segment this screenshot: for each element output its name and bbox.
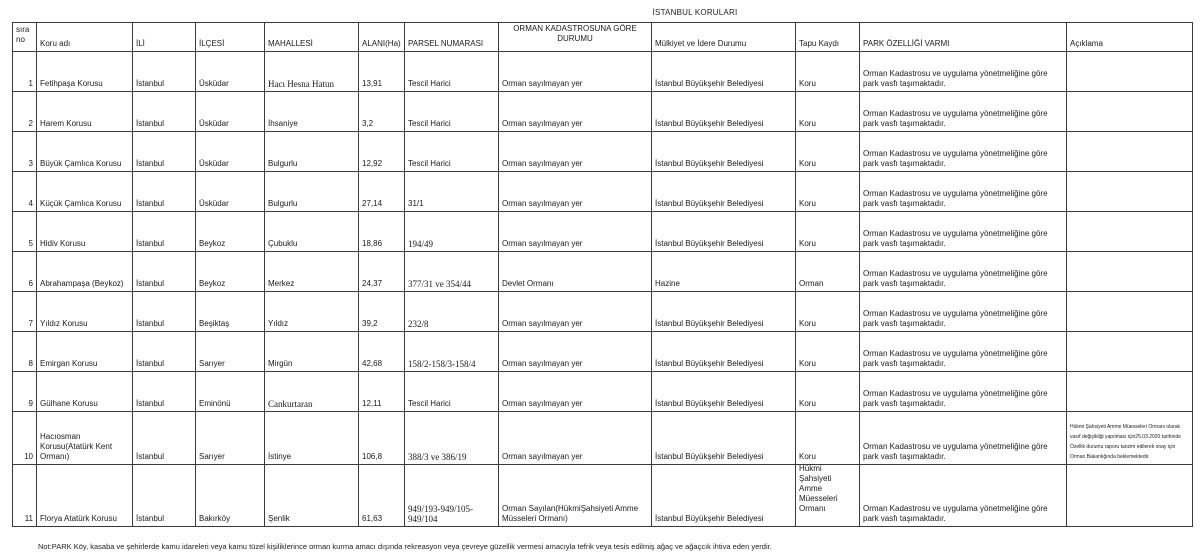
cell-park: Orman Kadastrosu ve uygulama yönetmeliğine göre park vasfı taşımaktadır. [860,92,1067,132]
cell-tapu: Koru [796,332,860,372]
table-row [13,332,1193,372]
cell-aciklama [1067,252,1193,292]
table-row [13,92,1193,132]
cell-tapu: Koru [796,292,860,332]
cell-koru-adi: Florya Atatürk Korusu [37,465,133,527]
cell-mulkiyet: İstanbul Büyükşehir Belediyesi [652,332,796,372]
cell-tapu-text: Hükmi Şahsiyeti Amme Müesseleri Ormanı [799,464,838,513]
cell-no: 9 [13,372,37,412]
cell-aciklama [1067,292,1193,332]
cell-koru-adi: Yıldız Korusu [37,292,133,332]
cell-aciklama [1067,52,1193,92]
cell-koru-adi: Fetihpaşa Korusu [37,52,133,92]
cell-alani: 12,92 [359,132,405,172]
table-row [13,292,1193,332]
cell-parsel: 194/49 [405,212,499,252]
header-orman-kadastro: ORMAN KADASTROSUNA GÖRE DURUMU [499,23,652,52]
cell-mahallesi: Şenlik [265,465,359,527]
cell-aciklama [1067,212,1193,252]
cell-koru-adi: Küçük Çamlıca Korusu [37,172,133,212]
table-row [13,52,1193,92]
cell-tapu [796,465,860,527]
header-ili: İLİ [133,23,196,52]
cell-mahallesi: Mirgün [265,332,359,372]
cell-aciklama [1067,372,1193,412]
cell-mulkiyet: İstanbul Büyükşehir Belediyesi [652,52,796,92]
cell-park: Orman Kadastrosu ve uygulama yönetmeliğine göre park vasfı taşımaktadır. [860,332,1067,372]
cell-parsel: 377/31 ve 354/44 [405,252,499,292]
cell-park: Orman Kadastrosu ve uygulama yönetmeliğine göre park vasfı taşımaktadır. [860,172,1067,212]
cell-koru-adi: Gülhane Korusu [37,372,133,412]
cell-mulkiyet: İstanbul Büyükşehir Belediyesi [652,132,796,172]
cell-mahallesi: Yıldız [265,292,359,332]
cell-alani: 24,37 [359,252,405,292]
cell-ilcesi: Üsküdar [196,132,265,172]
cell-durum: Orman sayılmayan yer [499,372,652,412]
header-parsel: PARSEL NUMARASI [405,23,499,52]
header-mulkiyet: Mülkiyet ve İdere Durumu [652,23,796,52]
cell-parsel: Tescil Harici [405,132,499,172]
cell-alani: 3,2 [359,92,405,132]
cell-durum: Orman sayılmayan yer [499,92,652,132]
cell-durum: Orman Sayılan(HükmiŞahsiyeti Amme Müsseleri Ormanı) [499,465,652,527]
cell-aciklama [1067,465,1193,527]
header-koru-adi: Koru adı [37,23,133,52]
cell-koru-adi: Harem Korusu [37,92,133,132]
footnote: Not:PARK Köy, kasaba ve şehirlerde kamu idareleri veya kamu tüzel kişiliklerince orman kurma amacı dışında rekreasyon veya çevreye güzellik vermesi amacıyla tefrik veya tesis edilmiş ağaç ve ağaçcık ihtiva eden yerdir. [38,542,772,551]
cell-park: Orman Kadastrosu ve uygulama yönetmeliğine göre park vasfı taşımaktadır. [860,372,1067,412]
cell-alani: 39,2 [359,292,405,332]
cell-tapu: Koru [796,92,860,132]
cell-no: 2 [13,92,37,132]
cell-tapu: Koru [796,52,860,92]
cell-ilcesi: Bakırköy [196,465,265,527]
cell-ili: İstanbul [133,52,196,92]
cell-alani: 13,91 [359,52,405,92]
cell-aciklama [1067,92,1193,132]
header-park: PARK ÖZELLİĞİ VARMI [860,23,1067,52]
cell-durum: Orman sayılmayan yer [499,332,652,372]
table-row [13,132,1193,172]
cell-mulkiyet: İstanbul Büyükşehir Belediyesi [652,412,796,465]
cell-mulkiyet: İstanbul Büyükşehir Belediyesi [652,212,796,252]
cell-durum: Orman sayılmayan yer [499,132,652,172]
cell-ili: İstanbul [133,252,196,292]
table-row [13,172,1193,212]
cell-koru-adi: Hacıosman Korusu(Atatürk Kent Ormanı) [37,412,133,465]
cell-koru-adi: Büyük Çamlıca Korusu [37,132,133,172]
cell-ilcesi: Üsküdar [196,52,265,92]
cell-koru-adi: Hidiv Korusu [37,212,133,252]
cell-ilcesi: Beykoz [196,252,265,292]
header-ilcesi: İLÇESİ [196,23,265,52]
cell-parsel: 388/3 ve 386/19 [405,412,499,465]
cell-mulkiyet: İstanbul Büyükşehir Belediyesi [652,465,796,527]
cell-park: Orman Kadastrosu ve uygulama yönetmeliğine göre park vasfı taşımaktadır. [860,292,1067,332]
cell-ili: İstanbul [133,412,196,465]
cell-tapu: Koru [796,132,860,172]
cell-mahallesi: Cankurtaran [265,372,359,412]
cell-aciklama [1067,172,1193,212]
cell-mahallesi: İhsaniye [265,92,359,132]
cell-alani: 106,8 [359,412,405,465]
cell-ili: İstanbul [133,465,196,527]
cell-parsel: 31/1 [405,172,499,212]
cell-ilcesi: Üsküdar [196,172,265,212]
cell-tapu: Koru [796,372,860,412]
cell-ili: İstanbul [133,132,196,172]
cell-mahallesi: Çubuklu [265,212,359,252]
cell-aciklama: Hükmi Şahsiyeti Amme Müesseleri Ormanı olarak vasıf değişikliği yapılması için25.03.2020 tarihinde Özellik durumu raporu tanzim edilerek onay için Orman Bakanlığında beklemektedir. [1067,412,1193,465]
cell-no: 11 [13,465,37,527]
cell-alani: 18,86 [359,212,405,252]
cell-ilcesi: Beykoz [196,212,265,252]
cell-durum: Devlet Ormanı [499,252,652,292]
table-row [13,372,1193,412]
cell-alani: 61,63 [359,465,405,527]
cell-tapu: Koru [796,172,860,212]
cell-ili: İstanbul [133,332,196,372]
cell-park: Orman Kadastrosu ve uygulama yönetmeliğine göre park vasfı taşımaktadır. [860,132,1067,172]
cell-alani: 27,14 [359,172,405,212]
table-row [13,212,1193,252]
cell-ilcesi: Üsküdar [196,92,265,132]
header-mahallesi: MAHALLESİ [265,23,359,52]
cell-aciklama [1067,332,1193,372]
table-row [13,252,1193,292]
cell-tapu: Orman [796,252,860,292]
cell-no: 3 [13,132,37,172]
table-row [13,412,1193,465]
cell-ili: İstanbul [133,212,196,252]
cell-no: 5 [13,212,37,252]
header-aciklama: Açıklama [1067,23,1193,52]
cell-parsel: Tescil Harici [405,92,499,132]
cell-no: 1 [13,52,37,92]
cell-ilcesi: Eminönü [196,372,265,412]
cell-no: 8 [13,332,37,372]
cell-mulkiyet: Hazine [652,252,796,292]
cell-mahallesi: İstinye [265,412,359,465]
cell-alani: 12,11 [359,372,405,412]
cell-parsel: Tescil Harici [405,52,499,92]
cell-koru-adi: Emirgan Korusu [37,332,133,372]
cell-aciklama [1067,132,1193,172]
cell-mulkiyet: İstanbul Büyükşehir Belediyesi [652,92,796,132]
cell-parsel: Tescil Harici [405,372,499,412]
cell-no: 7 [13,292,37,332]
cell-parsel: 949/193-949/105-949/104 [405,465,499,527]
header-sira-no: sıra no [13,23,37,52]
cell-mahallesi: Merkez [265,252,359,292]
cell-mulkiyet: İstanbul Büyükşehir Belediyesi [652,372,796,412]
cell-ilcesi: Sarıyer [196,332,265,372]
cell-mulkiyet: İstanbul Büyükşehir Belediyesi [652,172,796,212]
cell-ilcesi: Sarıyer [196,412,265,465]
cell-mahallesi: Bulgurlu [265,172,359,212]
cell-park: Orman Kadastrosu ve uygulama yönetmeliğine göre park vasfı taşımaktadır. [860,465,1067,527]
cell-ilcesi: Beşiktaş [196,292,265,332]
cell-durum: Orman sayılmayan yer [499,412,652,465]
cell-ili: İstanbul [133,172,196,212]
cell-no: 10 [13,412,37,465]
cell-alani: 42,68 [359,332,405,372]
cell-tapu: Koru [796,212,860,252]
cell-no: 6 [13,252,37,292]
header-tapu: Tapu Kaydı [796,23,860,52]
header-alani: ALANI(Ha) [359,23,405,52]
cell-koru-adi: Abrahampaşa (Beykoz) [37,252,133,292]
cell-tapu: Koru [796,412,860,465]
cell-mulkiyet: İstanbul Büyükşehir Belediyesi [652,292,796,332]
cell-park: Orman Kadastrosu ve uygulama yönetmeliğine göre park vasfı taşımaktadır. [860,412,1067,465]
cell-ili: İstanbul [133,92,196,132]
cell-ili: İstanbul [133,292,196,332]
document-title: İSTANBUL KORULARI [652,8,738,17]
table-row [13,465,1193,527]
cell-mahallesi: Hacı Hesna Hatun [265,52,359,92]
cell-no: 4 [13,172,37,212]
koru-table [12,22,1193,527]
cell-durum: Orman sayılmayan yer [499,292,652,332]
cell-parsel: 158/2-158/3-158/4 [405,332,499,372]
cell-durum: Orman sayılmayan yer [499,172,652,212]
cell-park: Orman Kadastrosu ve uygulama yönetmeliğine göre park vasfı taşımaktadır. [860,212,1067,252]
cell-park: Orman Kadastrosu ve uygulama yönetmeliğine göre park vasfı taşımaktadır. [860,52,1067,92]
cell-park: Orman Kadastrosu ve uygulama yönetmeliğine göre park vasfı taşımaktadır. [860,252,1067,292]
cell-parsel: 232/8 [405,292,499,332]
cell-mahallesi: Bulgurlu [265,132,359,172]
header-row [13,23,1193,52]
cell-durum: Orman sayılmayan yer [499,52,652,92]
cell-durum: Orman sayılmayan yer [499,212,652,252]
cell-ili: İstanbul [133,372,196,412]
